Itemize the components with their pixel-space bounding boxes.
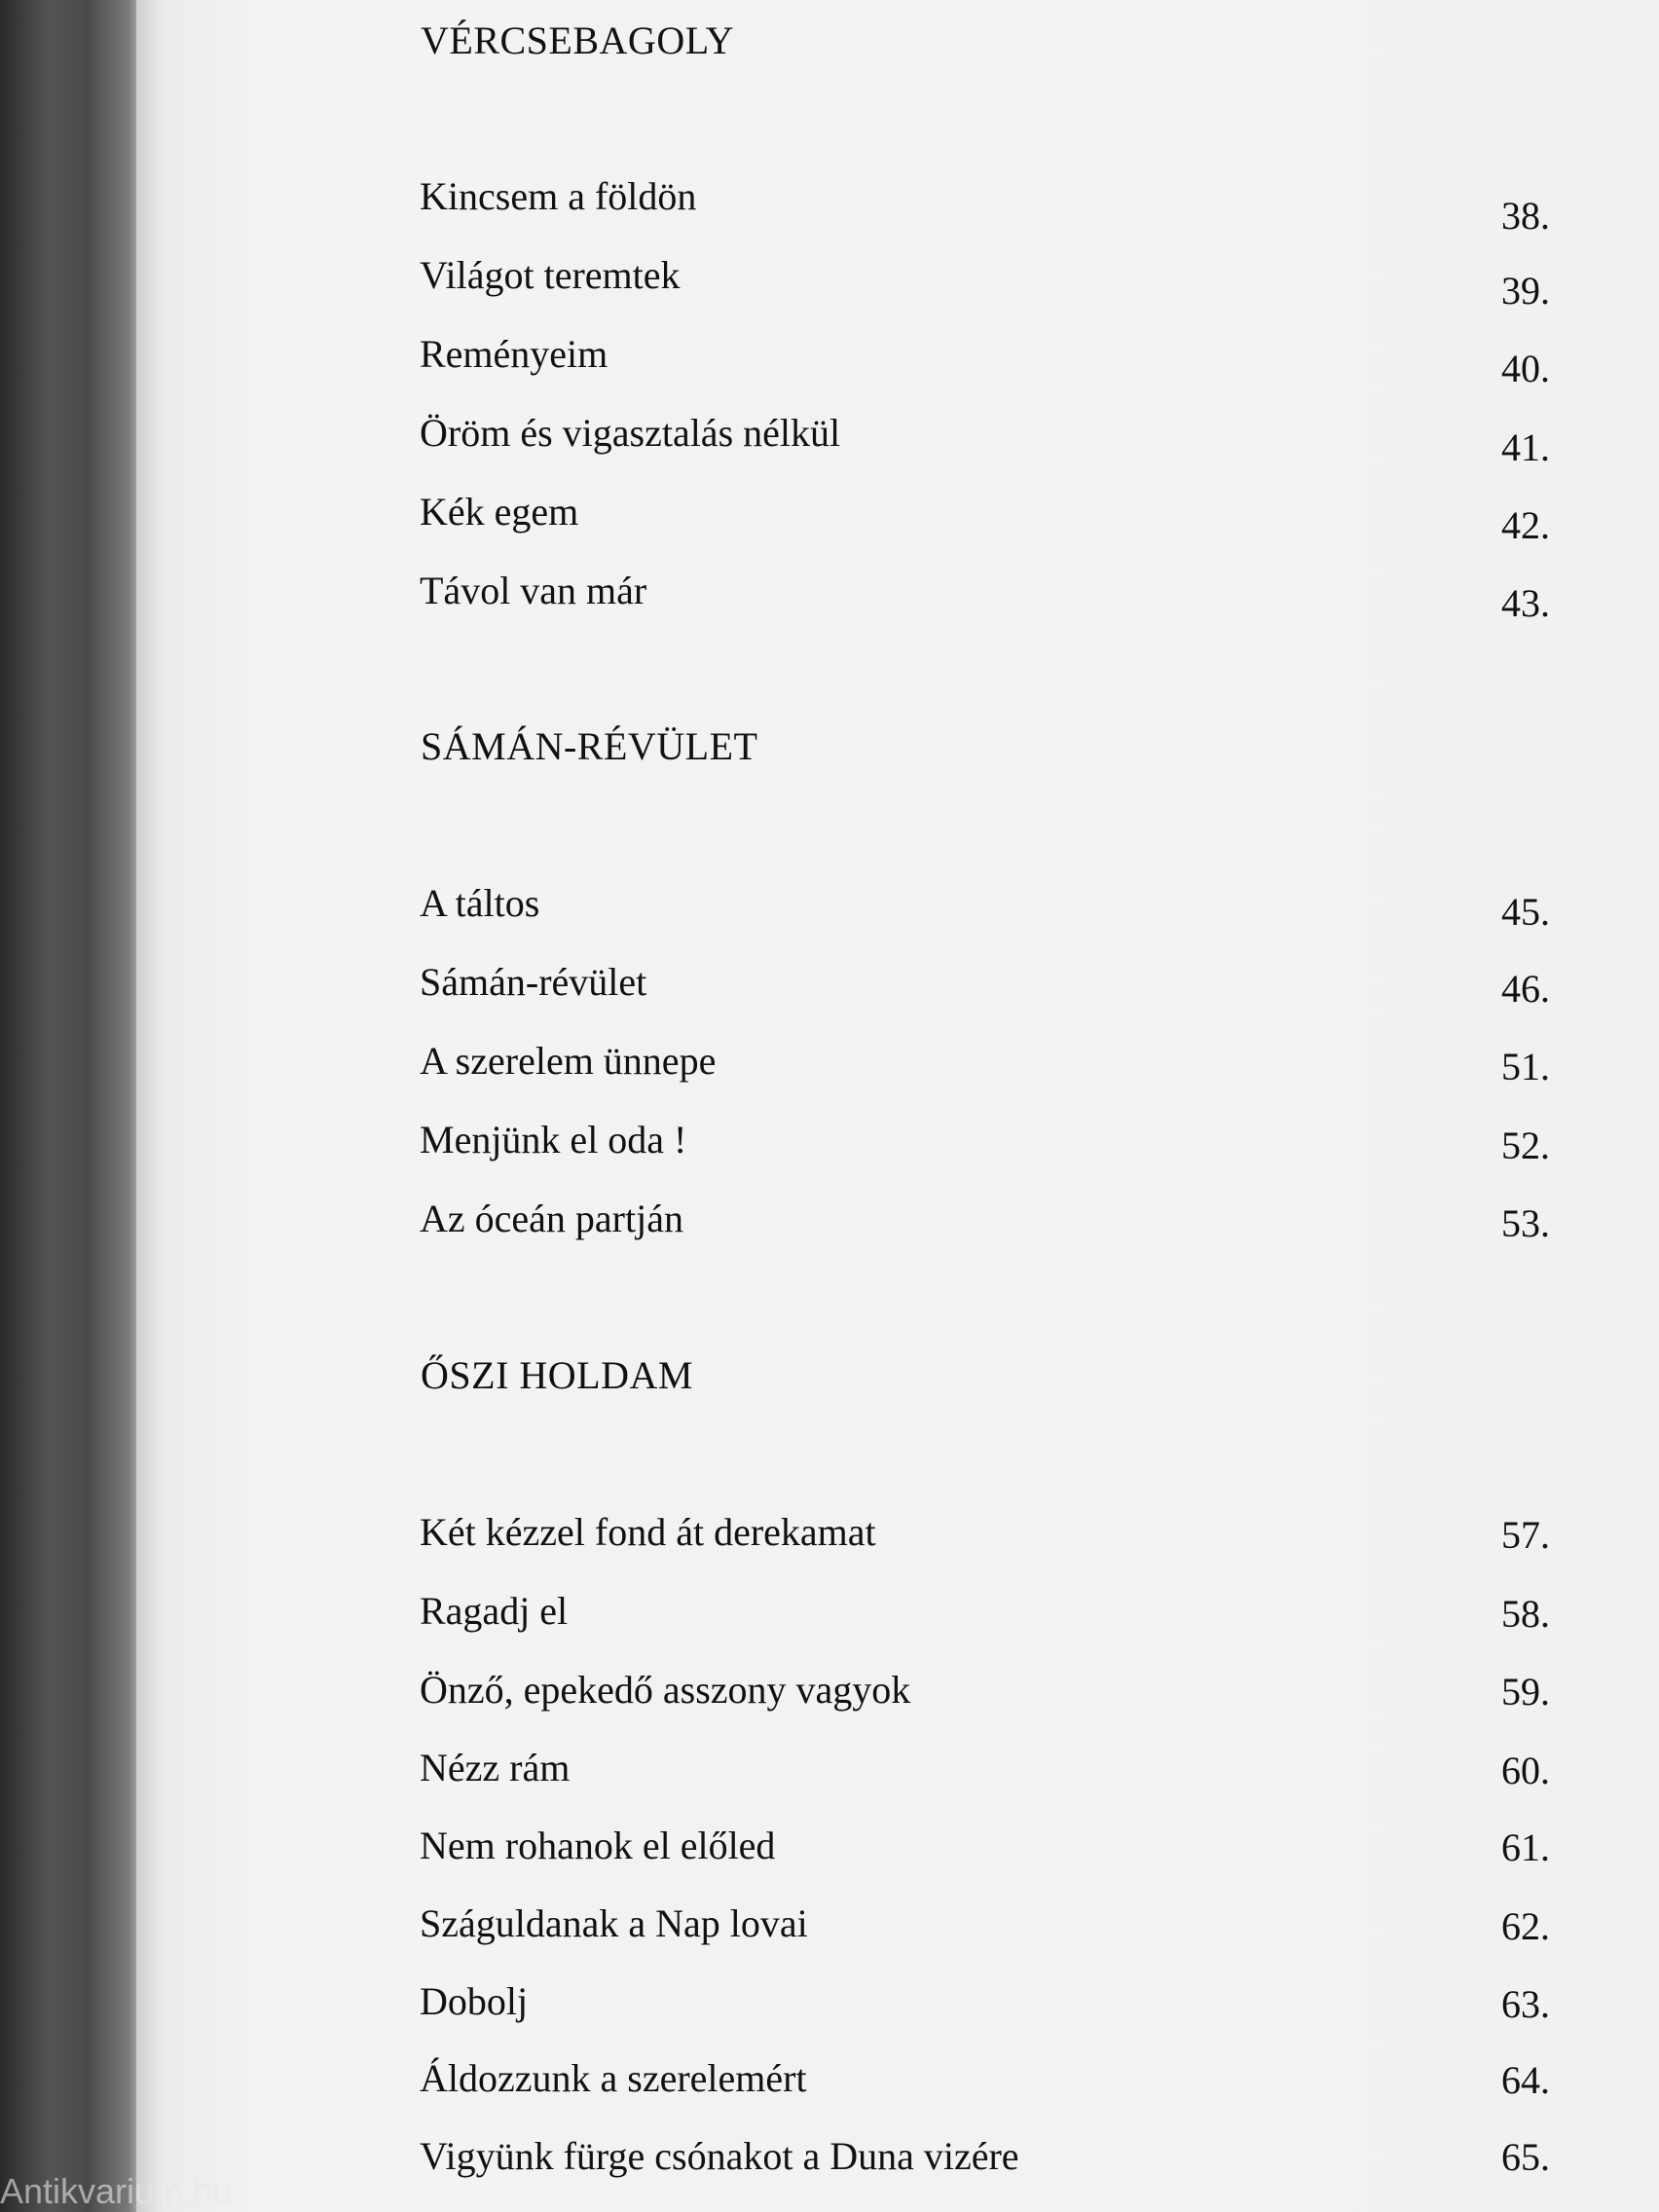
toc-entry-title: Nem rohanok el előled xyxy=(420,1824,776,1867)
toc-entry-title: Öröm és vigasztalás nélkül xyxy=(420,411,841,455)
toc-entry-page: 43. xyxy=(1501,581,1550,625)
toc-entry-page: 46. xyxy=(1501,967,1550,1011)
toc-entry-title: Menjünk el oda ! xyxy=(420,1118,687,1161)
toc-entry-page: 45. xyxy=(1501,890,1550,934)
toc-entry-page: 41. xyxy=(1501,425,1550,469)
toc-entry-page: 62. xyxy=(1501,1904,1550,1948)
toc-entry-title: Reményeim xyxy=(420,332,608,376)
toc-entry-title: Önző, epekedő asszony vagyok xyxy=(420,1668,911,1712)
toc-entry-page: 53. xyxy=(1501,1201,1550,1245)
toc-entry-page: 60. xyxy=(1501,1749,1550,1792)
toc-entry-page: 57. xyxy=(1501,1513,1550,1557)
toc-entry-title: Kék egem xyxy=(420,490,579,534)
toc-entry-title: Dobolj xyxy=(420,1979,529,2023)
toc-entry-page: 59. xyxy=(1501,1670,1550,1714)
toc-entry-page: 58. xyxy=(1501,1592,1550,1636)
toc-entry-title: Világot teremtek xyxy=(420,253,681,297)
section-heading: VÉRCSEBAGOLY xyxy=(421,18,735,62)
toc-entry-page: 38. xyxy=(1501,194,1550,238)
toc-entry-page: 61. xyxy=(1501,1825,1550,1869)
toc-entry-page: 52. xyxy=(1501,1124,1550,1167)
toc-entry-title: A táltos xyxy=(420,881,540,925)
toc-entry-title: Áldozzunk a szerelemért xyxy=(420,2056,807,2100)
toc-entry-title: Távol van már xyxy=(420,569,647,612)
toc-entry-title: Az óceán partján xyxy=(420,1197,683,1240)
toc-entry-title: Száguldanak a Nap lovai xyxy=(420,1901,808,1945)
toc-entry-title: Sámán-révület xyxy=(420,960,647,1004)
toc-entry-title: Két kézzel fond át derekamat xyxy=(420,1510,876,1554)
toc-entry-page: 42. xyxy=(1501,503,1550,547)
toc-entry-title: A szerelem ünnepe xyxy=(420,1039,717,1083)
watermark: Antikvarium.hu xyxy=(0,2171,233,2211)
toc-entry-page: 63. xyxy=(1501,1982,1550,2026)
section-heading: SÁMÁN-RÉVÜLET xyxy=(421,724,758,768)
toc-entry-page: 51. xyxy=(1501,1045,1550,1088)
toc-entry-page: 64. xyxy=(1501,2058,1550,2102)
section-heading: ŐSZI HOLDAM xyxy=(421,1353,693,1397)
toc-entry-title: Nézz rám xyxy=(420,1746,571,1789)
toc-entry-page: 65. xyxy=(1501,2135,1550,2179)
toc-entry-page: 39. xyxy=(1501,269,1550,313)
toc-entry-title: Vigyünk fürge csónakot a Duna vizére xyxy=(420,2134,1019,2178)
toc-entry-title: Kincsem a földön xyxy=(420,174,697,218)
toc-entry-page: 40. xyxy=(1501,347,1550,390)
toc-entry-title: Ragadj el xyxy=(420,1589,569,1633)
